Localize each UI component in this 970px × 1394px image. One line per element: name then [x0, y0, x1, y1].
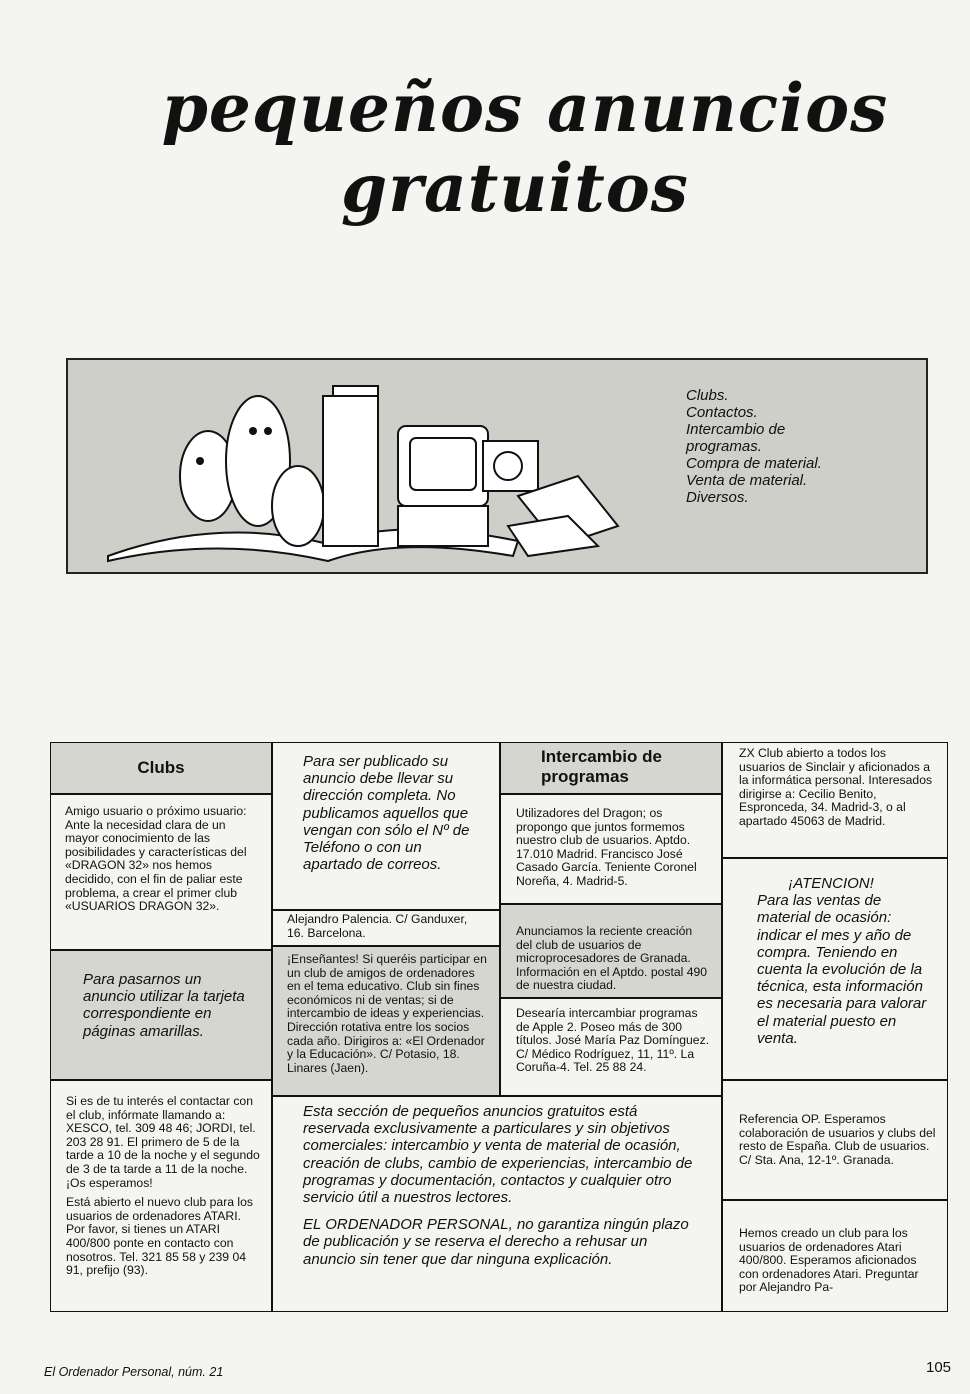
cartoon-illustration [98, 366, 698, 566]
section-header-clubs: Clubs [50, 742, 272, 794]
notice-attention [722, 858, 948, 1080]
banner-item: Contactos. [686, 404, 758, 421]
ad-club-contacts [50, 1080, 272, 1312]
ad-apple-exchange: Desearía intercambiar programas de Apple 2. Poseo más de 300 títulos. José María Paz Domínguez. C/ Médico Rodríguez, 11, 11º. La Coruña-4. Tel. 25 88 24. [500, 998, 722, 1096]
banner-item: Clubs. [686, 387, 729, 404]
ad-granada-club: Anunciamos la reciente creación del club de usuarios de microprocesadores de Granada. Información en el Aptdo. postal 490 de nuestra ciudad. [500, 904, 722, 998]
ad-zx-club: ZX Club abierto a todos los usuarios de Sinclair y aficionados a la informática personal. Interesados dirigirse a: Cecilio Benito, Espronceda, 34. Madrid-3, o al apartado 45063 de Madrid. [722, 742, 948, 858]
section-header-programs: Intercambio de programas [500, 742, 722, 794]
footer-magazine: El Ordenador Personal, núm. 21 [44, 1365, 224, 1379]
page-number: 105 [926, 1359, 952, 1376]
section-policy-notice [272, 1096, 722, 1312]
ad-alejandro-palencia: Alejandro Palencia. C/ Ganduxer, 16. Barcelona. [272, 910, 500, 946]
notice-title: ¡ATENCION! [788, 875, 874, 892]
page-title-line1: pequeños anuncios [161, 69, 889, 147]
page-title-line2: gratuitos [341, 149, 689, 227]
policy-text: Esta sección de pequeños anuncios gratuitos está reservada exclusivamente a particulares y sin objetivos comerciales: intercambio y venta de material de ocasión, creación de clubs, cambio de experiencias, intercambio de programas y documentación, contactos y cualquier otro servicio útil a nuestros lectores. [303, 1103, 693, 1207]
notice-yellow-pages: Para pasarnos un anuncio utilizar la tarjeta correspondiente en páginas amarillas. [50, 950, 272, 1080]
ad-atari-club: Hemos creado un club para los usuarios de ordenadores Atari 400/800. Esperamos aficionados con ordenadores Atari. Preguntar por Alejandro Pa- [722, 1200, 948, 1312]
banner-item: programas. [686, 438, 762, 455]
ad-education-club: ¡Enseñantes! Si queréis participar en un club de amigos de ordenadores en el tema educativo. Club sin fines económicos ni de ventas; si de intercambio de ideas y experiencias. Dirección rotativa entre los socios cada año. Dirigiros a: «El Ordenador y la Educación». C/ Potasio, 18. Linares (Jaen). [272, 946, 500, 1096]
ad-granada-users: Referencia OP. Esperamos colaboración de usuarios y clubs del resto de España. Club de usuarios. C/ Sta. Ana, 12-1º. Granada. [722, 1080, 948, 1200]
ad-dragon-club: Amigo usuario o próximo usuario: Ante la necesidad clara de un mayor conocimiento de las posibilidades y características del «DRAGON 32» nos hemos decidido, con el fin de paliar este problema, a crear el primer club «USUARIOS DRAGON 32». [50, 794, 272, 950]
banner-item: Compra de material. [686, 455, 822, 472]
banner-item: Diversos. [686, 489, 749, 506]
banner-item: Intercambio de [686, 421, 786, 438]
ad-text: Está abierto el nuevo club para los usuarios de ordenadores ATARI. Por favor, si tienes un ATARI 400/800 ponte en contacto con nosotros. Tel. 321 85 58 y 239 04 91, prefijo (93). [66, 1195, 253, 1278]
notice-address-required: Para ser publicado su anuncio debe llevar su dirección completa. No publicamos aquellos que vengan con sólo el Nº de Teléfono o con un apartado de correos. [272, 742, 500, 910]
policy-text: EL ORDENADOR PERSONAL, no garantiza ningún plazo de publicación y se reserva el derecho a rehusar un anuncio sin tener que dar ninguna explicación. [303, 1216, 689, 1268]
notice-text: Para las ventas de material de ocasión: indicar el mes y año de compra. Teniendo en cuenta la evolución de la técnica, esta información es necesaria para valorar el material puesto en venta. [757, 892, 927, 1047]
banner-item: Venta de material. [686, 472, 808, 489]
banner-category-list [686, 387, 916, 506]
ad-dragon-users: Utilizadores del Dragon; os propongo que juntos formemos nuestro club de usuarios. Aptdo. 17.010 Madrid. Francisco José Casado García. Teniente Coronel Noreña, 4. Madrid-5. [500, 794, 722, 904]
ad-text: Si es de tu interés el contactar con el club, infórmate llamando a: XESCO, tel. 309 48 46; JORDI, tel. 203 28 91. El primero de 5 de la tarde a 10 de la noche y el segundo de 3 de ta tarde a 11 de la noche. ¡Os esperamos! [66, 1094, 260, 1190]
